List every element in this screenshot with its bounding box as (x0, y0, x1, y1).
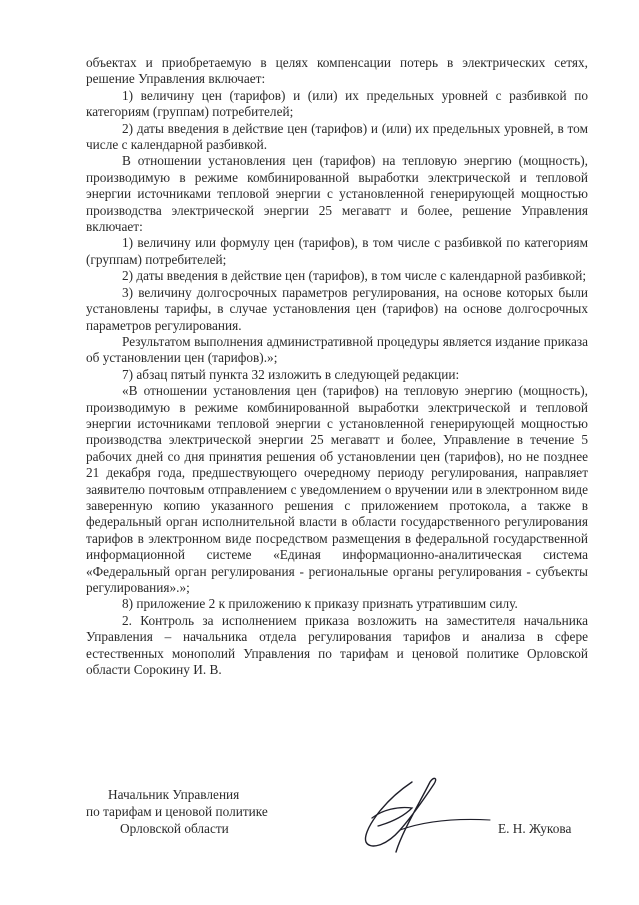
paragraph-10: «В отношении установления цен (тарифов) на тепловую энергию (мощность), производимую в режиме комбинированной выработки электрической и тепловой энергии источниками тепловой энергии с установленной генерирующей мощностью производства электрической энергии 25 мегаватт и более, Управление в течение 5 рабочих дней со дня принятия решения об установлении цен (тарифов), но не позднее 21 декабря года, предшествующего очередному периоду регулирования, направляет заявителю почтовым отправлением с уведомлением о вручении или в электронном виде заверенную копию указанного решения с приложением протокола, а также в федеральный орган исполнительной власти в области государственного регулирования тарифов в электронном виде посредством размещения в федеральной государственной информационной системе «Единая информационно-аналитическая система «Федеральный орган регулирования - региональные органы регулирования - субъекты регулирования».»; (86, 383, 588, 595)
document-body (86, 55, 588, 678)
paragraph-12: 2. Контроль за исполнением приказа возложить на заместителя начальника Управления – начальника отдела регулирования тарифов и анализа в сфере естественных монополий Управления по тарифам и ценовой политике Орловской области Сорокину И. В. (86, 612, 588, 678)
paragraph-11: 8) приложение 2 к приложению к приказу признать утратившим силу. (122, 596, 518, 612)
paragraph-9: 7) абзац пятый пункта 32 изложить в следующей редакции: (122, 366, 460, 382)
signer-title-line-3: Орловской области (120, 821, 229, 836)
paragraph-3: 2) даты введения в действие цен (тарифов) и (или) их предельных уровней, в том числе с календарной разбивкой. (86, 120, 588, 153)
paragraph-8: Результатом выполнения административной процедуры является издание приказа об установлении цен (тарифов).»; (86, 333, 588, 366)
signer-name: Е. Н. Жукова (498, 821, 572, 836)
paragraph-4: В отношении установления цен (тарифов) на тепловую энергию (мощность), производимую в режиме комбинированной выработки электрической и тепловой энергии источниками тепловой энергии с установленной генерирующей мощностью производства электрической энергии 25 мегаватт и более, решение Управления включает: (86, 153, 588, 235)
paragraph-1: объектах и приобретаемую в целях компенсации потерь в электрических сетях, решение Управления включает: (86, 55, 588, 87)
paragraph-6: 2) даты введения в действие цен (тарифов), в том числе с календарной разбивкой; (122, 268, 587, 284)
paragraph-7: 3) величину долгосрочных параметров регулирования, на основе которых были установлены тарифы, в случае установления цен (тарифов) на основе долгосрочных параметров регулирования. (86, 284, 588, 333)
signer-title-line-2: по тарифам и ценовой политике (86, 804, 268, 819)
paragraph-2: 1) величину цен (тарифов) и (или) их предельных уровней с разбивкой по категориям (группам) потребителей; (86, 87, 588, 120)
signature-block (86, 786, 588, 856)
paragraph-5: 1) величину или формулу цен (тарифов), в том числе с разбивкой по категориям (группам) потребителей; (86, 235, 588, 267)
handwritten-signature (342, 772, 502, 858)
signer-title-line-1: Начальник Управления (108, 787, 240, 802)
